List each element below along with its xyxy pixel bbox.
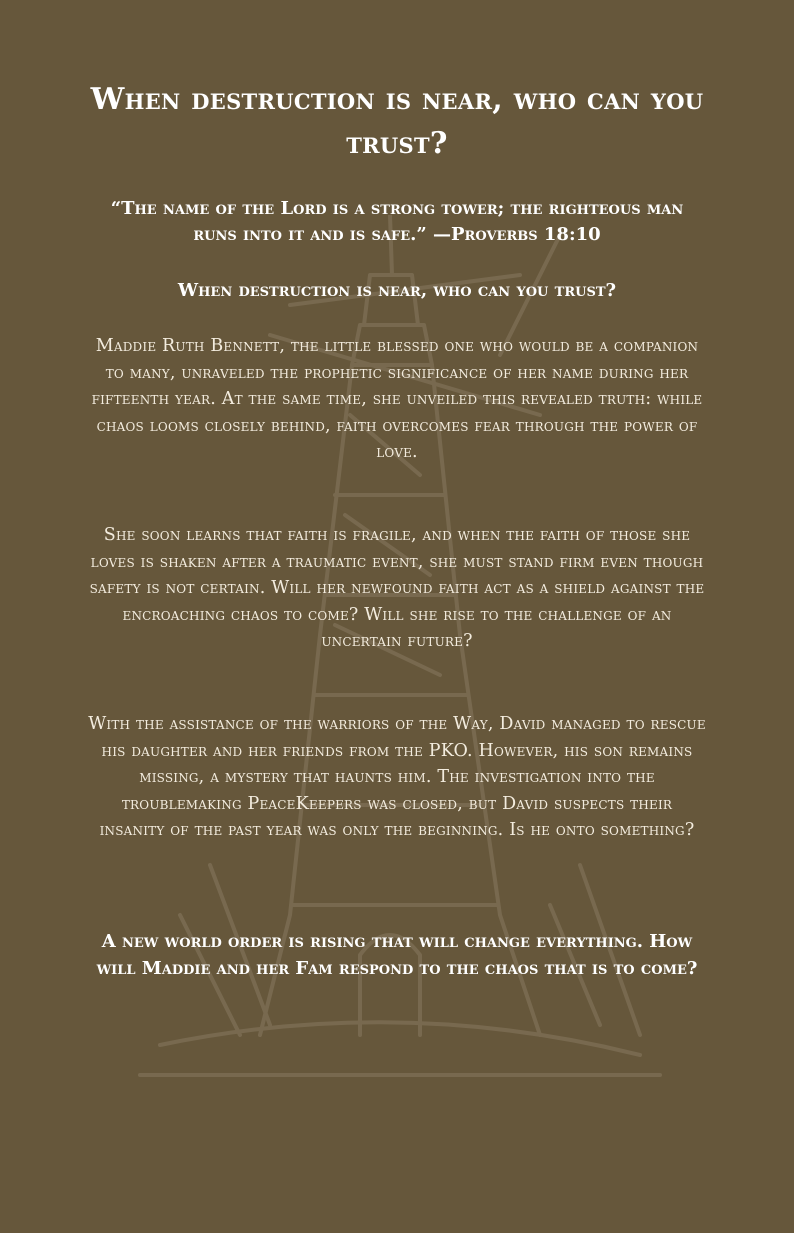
synopsis-paragraph-1: Maddie Ruth Bennett, the little blessed one who would be a companion to many, unraveled the prophetic significance of her name during her fifteenth year. At the same time, she unveiled this revealed truth: while chaos looms closely behind, faith overcomes fear through the power of love. <box>91 336 703 462</box>
scripture-quote: “The name of the Lord is a strong tower; the righteous man runs into it and is safe.” —Proverbs 18:10 <box>110 198 684 245</box>
synopsis-paragraph-3: With the assistance of the warriors of the Way, David managed to rescue his daughter and her friends from the PKO. However, his son remains missing, a mystery that haunts him. The investigation into the troublemaking PeaceKeepers was closed, but David suspects their insanity of the past year was only the beginning. Is he onto something? <box>88 714 706 840</box>
page-title: When destruction is near, who can you trust? <box>90 82 704 161</box>
subheading: When destruction is near, who can you trust? <box>177 280 617 301</box>
closing-statement: A new world order is rising that will change everything. How will Maddie and her Fam respond to the chaos that is to come? <box>96 931 698 979</box>
synopsis-paragraph-2: She soon learns that faith is fragile, and when the faith of those she loves is shaken after a traumatic event, she must stand firm even though safety is not certain. Will her newfound faith act as a shield against the encroaching chaos to come? Will she rise to the challenge of an uncertain future? <box>89 525 705 651</box>
